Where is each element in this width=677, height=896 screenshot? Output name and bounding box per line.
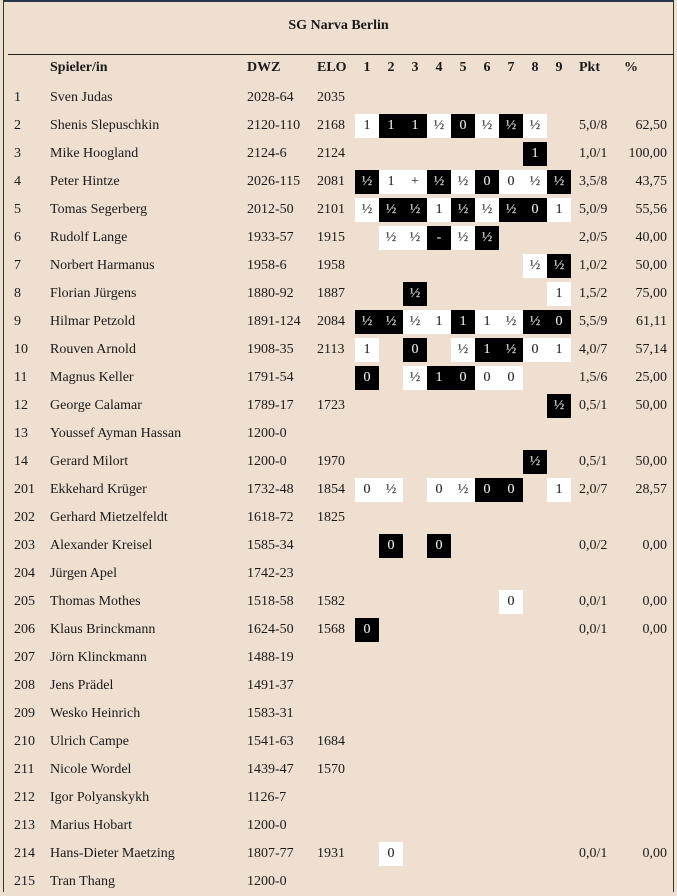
header-round-5: 5 (459, 60, 467, 75)
game-result-cell: ½ (547, 170, 571, 194)
player-percent (617, 756, 667, 784)
game-result-cell: ½ (403, 310, 427, 334)
player-points: 1,5/6 (579, 370, 608, 385)
player-number: 214 (14, 846, 35, 861)
player-name: Norbert Harmanus (50, 258, 155, 273)
player-name: Shenis Slepuschkin (50, 118, 160, 133)
player-percent: 0,00 (642, 846, 667, 861)
player-percent: 0,00 (642, 622, 667, 637)
player-elo: 1970 (317, 454, 345, 469)
player-number: 215 (14, 874, 35, 889)
header-round-1: 1 (363, 60, 371, 75)
player-number: 3 (14, 146, 21, 161)
player-points: 1,0/1 (579, 146, 608, 161)
player-name: Thomas Mothes (50, 594, 141, 609)
player-elo: 1915 (317, 230, 345, 245)
game-result-cell: 1 (355, 114, 379, 138)
table-row (4, 364, 673, 392)
player-number: 5 (14, 202, 21, 217)
player-points: 2,0/7 (579, 482, 608, 497)
player-name: Mike Hoogland (50, 146, 139, 161)
player-dwz: 1732-48 (247, 482, 294, 497)
game-result-cell: ½ (355, 170, 379, 194)
player-percent: 55,56 (635, 202, 667, 217)
player-points: 5,0/8 (579, 118, 608, 133)
player-percent: 100,00 (628, 146, 667, 161)
game-result-cell: ½ (427, 170, 451, 194)
player-elo: 1958 (317, 258, 345, 273)
player-name: Marius Hobart (50, 818, 133, 833)
player-points: 5,5/9 (579, 314, 608, 329)
player-points: 2,0/5 (579, 230, 608, 245)
game-result-cell: ½ (403, 198, 427, 222)
player-name: George Calamar (50, 398, 142, 413)
player-number: 204 (14, 566, 35, 581)
player-dwz: 1200-0 (247, 426, 287, 441)
player-number: 8 (14, 286, 21, 301)
table-row (4, 588, 673, 616)
game-result-cell: ½ (475, 198, 499, 222)
header-round-7: 7 (507, 60, 515, 75)
player-name: Jens Prädel (50, 678, 114, 693)
player-number: 7 (14, 258, 21, 273)
player-number: 202 (14, 510, 35, 525)
player-elo: 1582 (317, 594, 345, 609)
player-number: 10 (14, 342, 28, 357)
player-dwz: 1880-92 (247, 286, 294, 301)
game-result-cell: 1 (355, 338, 379, 362)
player-number: 203 (14, 538, 35, 553)
player-elo: 1684 (317, 734, 345, 749)
game-result-cell: 1 (451, 310, 475, 334)
table-row (4, 700, 673, 728)
player-percent: 62,50 (635, 118, 667, 133)
player-elo: 1723 (317, 398, 345, 413)
player-percent: 75,00 (635, 286, 667, 301)
table-row (4, 560, 673, 588)
game-result-cell: 1 (427, 310, 451, 334)
header-round-2: 2 (387, 60, 395, 75)
header-round-8: 8 (531, 60, 539, 75)
game-result-cell: - (427, 226, 451, 250)
player-points: 1,5/2 (579, 286, 608, 301)
game-result-cell: 0 (379, 534, 403, 558)
table-row (4, 448, 673, 476)
player-name: Alexander Kreisel (50, 538, 153, 553)
player-percent (617, 644, 667, 672)
table-row (4, 224, 673, 252)
player-number: 11 (14, 370, 28, 385)
game-result-cell: 1 (523, 142, 547, 166)
player-percent: 50,00 (635, 258, 667, 273)
player-number: 14 (14, 454, 28, 469)
player-elo: 1931 (317, 846, 345, 861)
game-result-cell: 1 (547, 282, 571, 306)
table-row (4, 84, 673, 112)
game-result-cell: ½ (499, 338, 523, 362)
game-result-cell: 1 (427, 366, 451, 390)
player-percent (617, 700, 667, 728)
player-dwz: 1933-57 (247, 230, 294, 245)
player-name: Rouven Arnold (50, 342, 136, 357)
table-row (4, 392, 673, 420)
table-row (4, 756, 673, 784)
game-result-cell: ½ (523, 310, 547, 334)
player-name: Jörn Klinckmann (50, 650, 147, 665)
player-number: 209 (14, 706, 35, 721)
player-name: Florian Jürgens (50, 286, 137, 301)
player-name: Rudolf Lange (50, 230, 128, 245)
game-result-cell: ½ (355, 310, 379, 334)
game-result-cell: ½ (379, 310, 403, 334)
player-elo: 2101 (317, 202, 345, 217)
player-percent: 57,14 (635, 342, 667, 357)
player-elo: 1570 (317, 762, 345, 777)
game-result-cell: 1 (547, 338, 571, 362)
game-result-cell: ½ (355, 198, 379, 222)
table-row (4, 672, 673, 700)
game-result-cell: ½ (379, 478, 403, 502)
header-round-4: 4 (435, 60, 443, 75)
player-dwz: 1491-37 (247, 678, 294, 693)
player-number: 1 (14, 90, 21, 105)
player-dwz: 1791-54 (247, 370, 294, 385)
game-result-cell: ½ (451, 170, 475, 194)
table-row (4, 840, 673, 868)
player-number: 210 (14, 734, 35, 749)
game-result-cell: ½ (475, 114, 499, 138)
header-pct: % (624, 60, 638, 75)
player-elo: 2113 (317, 342, 345, 357)
player-name: Jürgen Apel (50, 566, 118, 581)
game-result-cell: ½ (499, 198, 523, 222)
player-number: 9 (14, 314, 21, 329)
player-percent: 25,00 (635, 370, 667, 385)
title-divider (8, 54, 673, 55)
table-row (4, 308, 673, 336)
game-result-cell: 0 (475, 366, 499, 390)
results-page (3, 0, 674, 892)
player-dwz: 1541-63 (247, 734, 294, 749)
player-dwz: 1488-19 (247, 650, 294, 665)
table-row (4, 504, 673, 532)
player-elo: 2168 (317, 118, 345, 133)
player-name: Peter Hintze (50, 174, 120, 189)
player-dwz: 1200-0 (247, 874, 287, 889)
table-row (4, 812, 673, 840)
player-dwz: 1200-0 (247, 818, 287, 833)
player-dwz: 1518-58 (247, 594, 294, 609)
player-elo: 2084 (317, 314, 345, 329)
player-points: 0,0/1 (579, 622, 608, 637)
table-row (4, 476, 673, 504)
player-points: 0,0/1 (579, 846, 608, 861)
player-dwz: 1789-17 (247, 398, 294, 413)
game-result-cell: 0 (499, 366, 523, 390)
player-number: 205 (14, 594, 35, 609)
game-result-cell: 0 (451, 366, 475, 390)
header-round-3: 3 (411, 60, 419, 75)
game-result-cell: + (403, 170, 427, 194)
player-percent (617, 560, 667, 588)
player-elo: 2035 (317, 90, 345, 105)
table-row (4, 532, 673, 560)
player-name: Igor Polyanskykh (50, 790, 150, 805)
player-name: Hilmar Petzold (50, 314, 136, 329)
player-points: 0,5/1 (579, 454, 608, 469)
game-result-cell: ½ (451, 198, 475, 222)
player-dwz: 1126-7 (247, 790, 287, 805)
player-number: 2 (14, 118, 21, 133)
player-number: 206 (14, 622, 35, 637)
game-result-cell: 0 (499, 478, 523, 502)
game-result-cell: ½ (547, 394, 571, 418)
player-dwz: 1439-47 (247, 762, 294, 777)
player-percent (617, 672, 667, 700)
player-dwz: 1583-31 (247, 706, 294, 721)
player-name: Nicole Wordel (50, 762, 132, 777)
player-dwz: 2028-64 (247, 90, 294, 105)
game-result-cell: 0 (499, 170, 523, 194)
game-result-cell: 0 (427, 478, 451, 502)
player-dwz: 1200-0 (247, 454, 287, 469)
player-dwz: 1807-77 (247, 846, 294, 861)
table-row (4, 616, 673, 644)
player-dwz: 1891-124 (247, 314, 301, 329)
player-dwz: 1624-50 (247, 622, 294, 637)
game-result-cell: 1 (547, 198, 571, 222)
game-result-cell: 1 (475, 338, 499, 362)
player-number: 12 (14, 398, 28, 413)
game-result-cell: 1 (379, 170, 403, 194)
player-dwz: 2120-110 (247, 118, 301, 133)
player-elo: 1887 (317, 286, 345, 301)
game-result-cell: 0 (355, 478, 379, 502)
table-row (4, 112, 673, 140)
player-elo: 1825 (317, 510, 345, 525)
player-points: 0,0/1 (579, 594, 608, 609)
player-number: 207 (14, 650, 35, 665)
player-percent (617, 784, 667, 812)
player-percent: 50,00 (635, 398, 667, 413)
header-player: Spieler/in (50, 60, 108, 75)
game-result-cell: 0 (403, 338, 427, 362)
player-points: 4,0/7 (579, 342, 608, 357)
header-elo: ELO (317, 60, 347, 75)
game-result-cell: ½ (451, 478, 475, 502)
player-percent: 50,00 (635, 454, 667, 469)
game-result-cell: 0 (355, 618, 379, 642)
game-result-cell: ½ (499, 114, 523, 138)
player-points: 0,0/2 (579, 538, 608, 553)
player-number: 208 (14, 678, 35, 693)
game-result-cell: ½ (451, 226, 475, 250)
game-result-cell: ½ (427, 114, 451, 138)
game-result-cell: 1 (427, 198, 451, 222)
header-pkt: Pkt (579, 60, 600, 75)
game-result-cell: 0 (379, 842, 403, 866)
table-row (4, 196, 673, 224)
player-number: 213 (14, 818, 35, 833)
player-name: Ulrich Campe (50, 734, 129, 749)
player-points: 0,5/1 (579, 398, 608, 413)
player-dwz: 1908-35 (247, 342, 294, 357)
player-name: Hans-Dieter Maetzing (50, 846, 175, 861)
game-result-cell: 0 (523, 198, 547, 222)
game-result-cell: ½ (451, 338, 475, 362)
table-row (4, 784, 673, 812)
player-number: 212 (14, 790, 35, 805)
player-number: 211 (14, 762, 35, 777)
game-result-cell: 0 (355, 366, 379, 390)
header-round-9: 9 (555, 60, 563, 75)
game-result-cell: ½ (379, 198, 403, 222)
game-result-cell: ½ (547, 254, 571, 278)
player-percent (617, 504, 667, 532)
player-name: Klaus Brinckmann (50, 622, 156, 637)
game-result-cell: 1 (475, 310, 499, 334)
game-result-cell: 1 (403, 114, 427, 138)
player-name: Sven Judas (50, 90, 113, 105)
game-result-cell: 0 (475, 170, 499, 194)
game-result-cell: 0 (523, 338, 547, 362)
player-dwz: 1958-6 (247, 258, 287, 273)
player-percent (617, 84, 667, 112)
table-row (4, 336, 673, 364)
table-row (4, 140, 673, 168)
game-result-cell: 1 (379, 114, 403, 138)
game-result-cell: ½ (523, 114, 547, 138)
player-number: 4 (14, 174, 21, 189)
game-result-cell: 0 (451, 114, 475, 138)
game-result-cell: 0 (427, 534, 451, 558)
player-percent (617, 420, 667, 448)
game-result-cell: ½ (403, 366, 427, 390)
player-number: 201 (14, 482, 35, 497)
game-result-cell: 0 (499, 590, 523, 614)
game-result-cell: ½ (523, 170, 547, 194)
player-percent: 43,75 (635, 174, 667, 189)
page-title: SG Narva Berlin (288, 18, 389, 33)
player-percent (617, 728, 667, 756)
game-result-cell: ½ (523, 450, 547, 474)
game-result-cell: ½ (523, 254, 547, 278)
player-elo: 2081 (317, 174, 345, 189)
player-dwz: 1618-72 (247, 510, 294, 525)
game-result-cell: ½ (379, 226, 403, 250)
player-dwz: 2012-50 (247, 202, 294, 217)
table-row (4, 168, 673, 196)
player-name: Magnus Keller (50, 370, 134, 385)
table-row (4, 280, 673, 308)
player-name: Ekkehard Krüger (50, 482, 147, 497)
player-number: 6 (14, 230, 21, 245)
game-result-cell: 0 (475, 478, 499, 502)
player-dwz: 1742-23 (247, 566, 294, 581)
game-result-cell: ½ (403, 282, 427, 306)
player-points: 3,5/8 (579, 174, 608, 189)
player-elo: 1854 (317, 482, 345, 497)
player-percent (617, 812, 667, 840)
game-result-cell: ½ (475, 226, 499, 250)
game-result-cell: ½ (403, 226, 427, 250)
player-percent: 40,00 (635, 230, 667, 245)
player-name: Youssef Ayman Hassan (50, 426, 182, 441)
player-points: 1,0/2 (579, 258, 608, 273)
player-name: Tran Thang (50, 874, 115, 889)
table-row (4, 644, 673, 672)
player-percent: 28,57 (635, 482, 667, 497)
player-dwz: 1585-34 (247, 538, 294, 553)
player-dwz: 2026-115 (247, 174, 301, 189)
player-percent: 61,11 (636, 314, 667, 329)
player-name: Gerard Milort (50, 454, 129, 469)
game-result-cell: ½ (499, 310, 523, 334)
player-name: Gerhard Mietzelfeldt (50, 510, 168, 525)
player-elo: 2124 (317, 146, 345, 161)
player-dwz: 2124-6 (247, 146, 287, 161)
table-row (4, 420, 673, 448)
player-name: Wesko Heinrich (50, 706, 141, 721)
player-name: Tomas Segerberg (50, 202, 148, 217)
game-result-cell: 1 (547, 478, 571, 502)
header-round-6: 6 (483, 60, 491, 75)
game-result-cell: 0 (547, 310, 571, 334)
player-percent: 0,00 (642, 538, 667, 553)
player-points: 5,0/9 (579, 202, 608, 217)
table-row (4, 252, 673, 280)
player-elo: 1568 (317, 622, 345, 637)
player-percent: 0,00 (642, 594, 667, 609)
table-row (4, 728, 673, 756)
header-dwz: DWZ (247, 60, 281, 75)
player-number: 13 (14, 426, 28, 441)
